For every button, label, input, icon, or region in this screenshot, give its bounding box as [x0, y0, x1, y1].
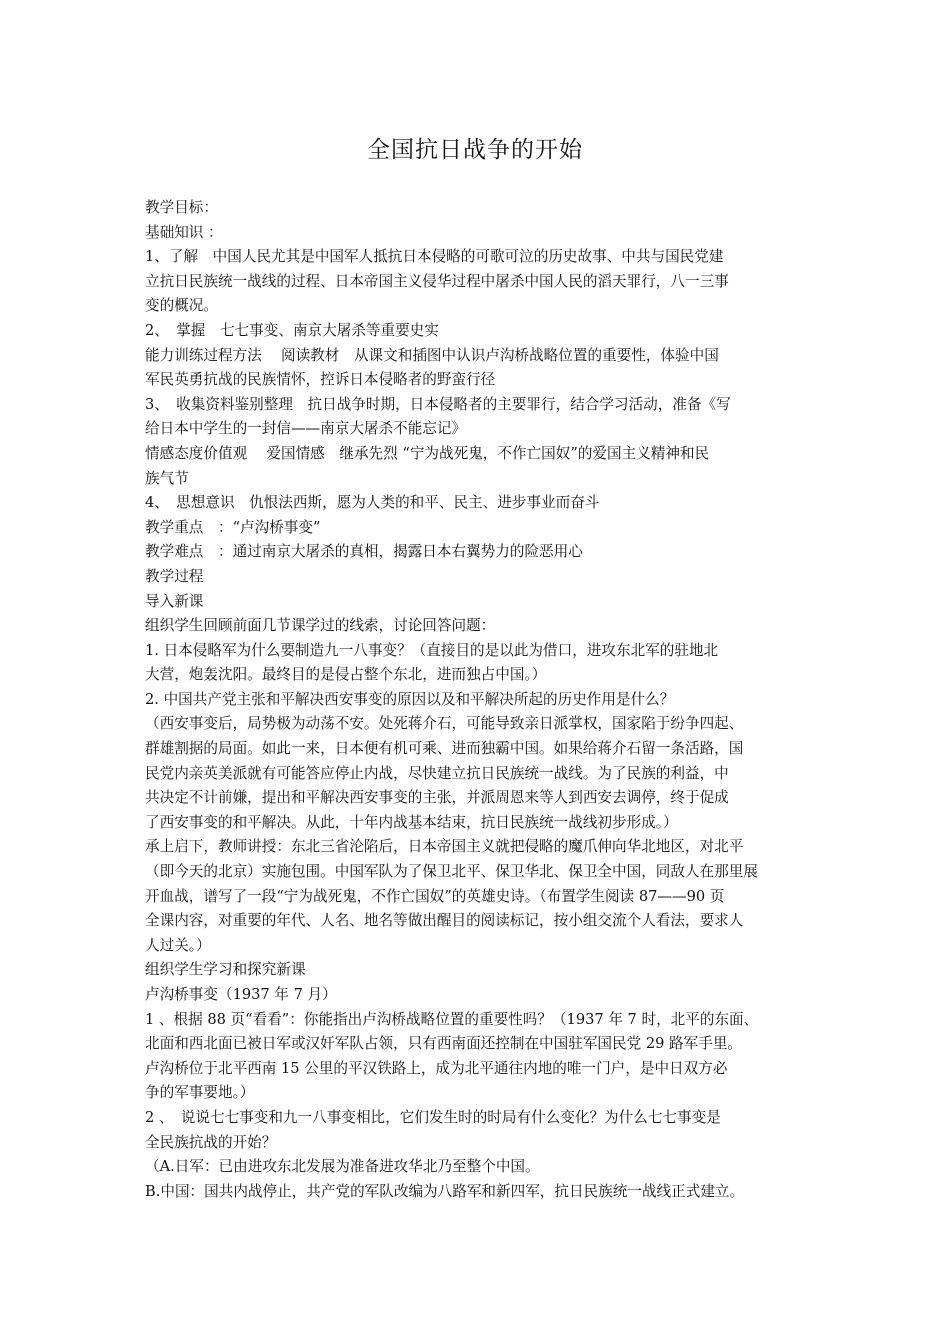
text-line: 民党内亲英美派就有可能答应停止内战，尽快建立抗日民族统一战线。为了民族的利益，中: [145, 764, 729, 782]
text-line: 全民族抗战的开始？: [145, 1133, 277, 1151]
text-line: 2. 中国共产党主张和平解决西安事变的原因以及和平解决所起的历史作用是什么？: [145, 690, 675, 708]
text-line: 教学过程: [145, 567, 204, 585]
text-line: 立抗日民族统一战线的过程、日本帝国主义侵华过程中屠杀中国人民的滔天罪行，八一三事: [145, 272, 729, 290]
text-line: 人过关。）: [145, 936, 211, 954]
text-line: 组织学生学习和探究新课: [145, 961, 306, 979]
document-body: [145, 196, 815, 1204]
text-line: 全课内容，对重要的年代、人名、地名等做出醒目的阅读标记，按小组交流个人看法，要求人: [145, 912, 744, 930]
text-line: 1、了解 中国人民尤其是中国军人抵抗日本侵略的可歌可泣的历史故事、中共与国民党建: [145, 248, 724, 266]
text-line: 争的军事要地。）: [145, 1084, 255, 1102]
text-line: 能力训练过程方法 阅读教材 从课文和插图中认识卢沟桥战略位置的重要性，体验中国: [145, 346, 719, 364]
text-line: 教学难点 ：通过南京大屠杀的真相，揭露日本右翼势力的险恶用心: [145, 543, 583, 561]
text-line: （即今天的北京）实施包围。中国军队为了保卫北平、保卫华北、保卫全中国，同敌人在那里展: [145, 863, 758, 881]
text-line: 变的概况。: [145, 297, 218, 315]
text-line: 卢沟桥事变（1937 年 7 月）: [145, 986, 337, 1003]
text-line: 了西安事变的和平解决。从此，十年内战基本结束，抗日民族统一战线初步形成。）: [145, 813, 678, 831]
text-line: 军民英勇抗战的民族情怀，控诉日本侵略者的野蛮行径: [145, 371, 496, 389]
text-line: 族气节: [145, 469, 189, 487]
text-line: 1. 日本侵略军为什么要制造九一八事变？（直接目的是以此为借口，进攻东北军的驻地北: [145, 641, 719, 659]
text-line: 教学目标：: [145, 199, 218, 216]
text-line: 3、 收集资料鉴别整理 抗日战争时期，日本侵略者的主要罪行，结合学习活动，准备《写: [145, 395, 731, 413]
text-line: B.中国：国共内战停止，共产党的军队改编为八路军和新四军，抗日民族统一战线正式建立。: [145, 1182, 745, 1200]
text-line: 导入新课: [145, 592, 204, 610]
text-line: 组织学生回顾前面几节课学过的线索，讨论回答问题：: [145, 617, 496, 635]
text-line: （A.日军：已由进攻东北发展为准备进攻华北乃至整个中国。: [145, 1158, 540, 1176]
text-line: 北面和西北面已被日军或汉奸军队占领，只有西南面还控制在中国驻军国民党 29 路军手里。: [145, 1035, 743, 1053]
text-line: 共决定不计前嫌，提出和平解决西安事变的主张，并派周恩来等人到西安去调停，终于促成: [145, 789, 729, 807]
text-line: 卢沟桥位于北平西南 15 公里的平汉铁路上，成为北平通往内地的唯一门户，是中日双方必: [145, 1059, 728, 1077]
text-line: 大营，炮轰沈阳。最终目的是侵占整个东北，进而独占中国。）: [145, 666, 547, 684]
text-line: 2、 掌握 七七事变、南京大屠杀等重要史实: [145, 321, 439, 339]
text-line: 开血战，谱写了一段“宁为战死鬼，不作亡国奴”的英雄史诗。（布置学生阅读 87——90 页: [145, 887, 725, 905]
document-title: 全国抗日战争的开始: [367, 137, 583, 163]
text-line: 给日本中学生的一封信——南京大屠杀不能忘记》: [145, 420, 467, 438]
text-line: 情感态度价值观 爱国情感 继承先烈 “宁为战死鬼，不作亡国奴”的爱国主义精神和民: [145, 444, 710, 462]
text-line: 承上启下，教师讲授：东北三省沦陷后，日本帝国主义就把侵略的魔爪伸向华北地区，对北平: [145, 838, 744, 856]
text-line: （西安事变后，局势极为动荡不安。处死蒋介石，可能导致亲日派掌权，国家陷于纷争四起、: [145, 715, 744, 733]
text-line: 基础知识 ：: [145, 223, 223, 241]
text-line: 4、 思想意识 仇恨法西斯，愿为人类的和平、民主、进步事业而奋斗: [145, 494, 600, 512]
text-line: 1 、根据 88 页“看看”：你能指出卢沟桥战略位置的重要性吗？（1937 年 7 时，北平的东面、: [145, 1010, 759, 1028]
text-line: 教学重点 ：“卢沟桥事变”: [145, 518, 321, 536]
text-line: 群雄割据的局面。如此一来，日本便有机可乘、进而独霸中国。如果给蒋介石留一条活路，国: [145, 740, 744, 758]
text-line: 2 、 说说七七事变和九一八事变相比，它们发生时的时局有什么变化？为什么七七事变是: [145, 1108, 721, 1126]
